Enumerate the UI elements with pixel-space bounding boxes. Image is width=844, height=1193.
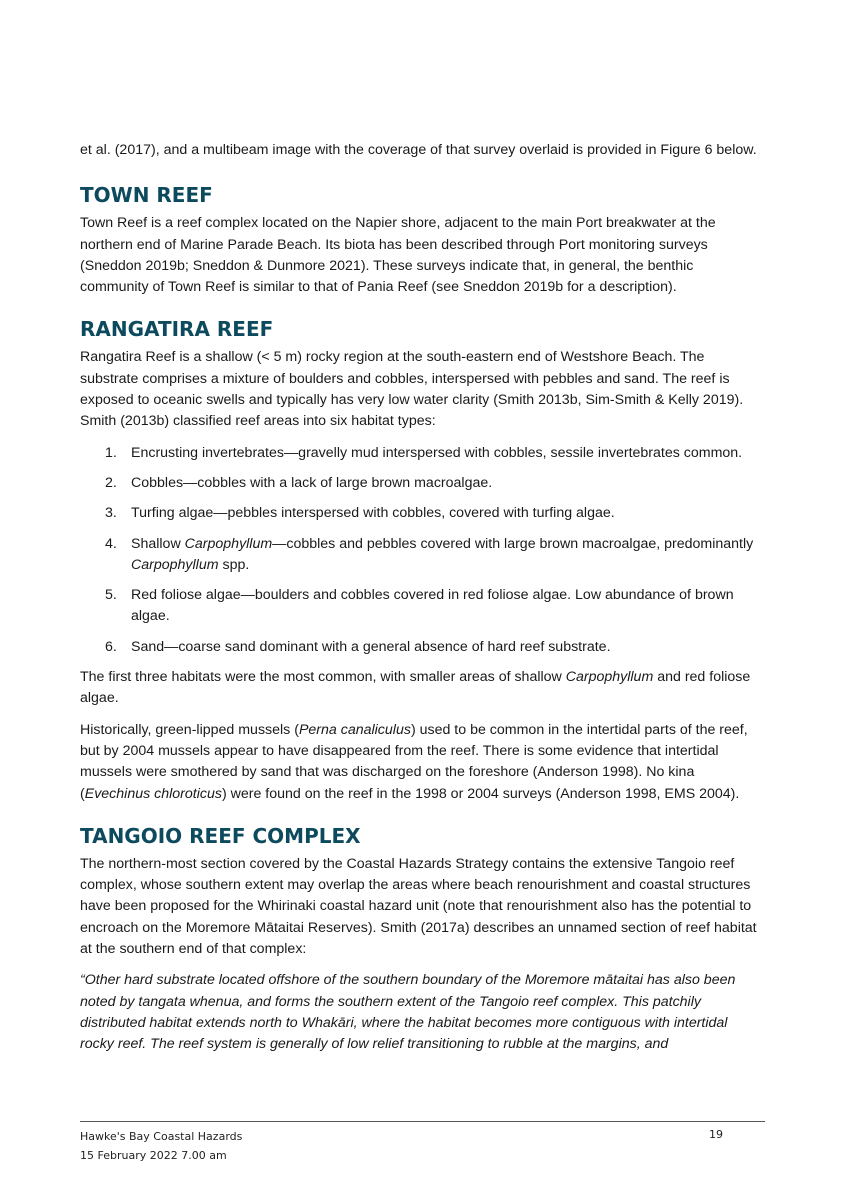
text-run: ) were found on the reef in the 1998 or 2004 surveys (Anderson 1998, EMS 2004).: [221, 785, 740, 802]
list-item: [80, 637, 765, 658]
text-run: Historically, green-lipped mussels (: [80, 721, 299, 738]
list-number: 4.: [105, 535, 117, 552]
footer-date: 15 February 2022 7.00 am: [80, 1149, 227, 1162]
list-number: 3.: [105, 505, 117, 522]
species-name: Carpophyllum: [565, 669, 654, 686]
list-text-mid: —cobbles and pebbles covered with large brown macroalgae, predominantly: [272, 535, 754, 552]
text-run: and red foliose algae.: [80, 669, 751, 707]
list-item: [80, 473, 765, 494]
species-name: Carpophyllum: [131, 556, 219, 573]
rangatira-reef-paragraph: Rangatira Reef is a shallow (< 5 m) rocky region at the south-eastern end of Westshore Beach. The substrate comprises a mixture of boulders and cobbles, interspersed with pebbles and sand. The reef is exposed to oceanic swells and typically has very low water clarity (Smith 2013b, Sim-Smith & Kelly 2019). Smith (2013b) classified reef areas into six habitat types:: [80, 349, 744, 430]
heading-town-reef: TOWN REEF: [80, 183, 213, 208]
list-item: [80, 534, 765, 577]
list-number: 5.: [105, 587, 117, 604]
list-text-post: spp.: [218, 556, 250, 573]
document-body: [80, 140, 765, 1066]
list-number: 2.: [105, 474, 117, 491]
habitat-summary-paragraph: [80, 667, 765, 710]
list-text-pre: Shallow: [131, 535, 185, 552]
quote-paragraph: “Other hard substrate located offshore of the southern boundary of the Moremore mātaitai has also been noted by tangata whenua, and forms the southern extent of the Tangoio reef complex. This patchily distributed habitat extends north to Whakāri, where the habitat becomes more contiguous with intertidal rocky reef. The reef system is generally of low relief transitioning to rubble at the margins, and: [80, 972, 736, 1053]
list-item: [80, 443, 765, 464]
text-run: The first three habitats were the most common, with smaller areas of shallow: [80, 669, 566, 686]
list-number: 1.: [105, 444, 117, 461]
list-text: Sand—coarse sand dominant with a general absence of hard reef substrate.: [131, 638, 611, 655]
text-run: ) used to be common in the intertidal parts of the reef, but by 2004 mussels appear to have disappeared from the reef. There is some evidence that intertidal mussels were smothered by sand that was discharged on the foreshore (Anderson 1998). No kina (: [80, 721, 748, 802]
heading-tangoio-reef-complex: TANGOIO REEF COMPLEX: [80, 823, 361, 848]
list-text: Turfing algae—pebbles interspersed with cobbles, covered with turfing algae.: [131, 505, 615, 522]
heading-rangatira-reef: RANGATIRA REEF: [80, 317, 274, 342]
tangoio-paragraph: The northern-most section covered by the Coastal Hazards Strategy contains the extensive Tangoio reef complex, whose southern extent may overlap the areas where beach renourishment and coastal structures have been proposed for the Whirinaki coastal hazard unit (note that renourishment also has the potential to encroach on the Moremore Mātaitai Reserves). Smith (2017a) describes an unnamed section of reef habitat at the southern end of that complex:: [80, 855, 757, 958]
species-name: Perna canaliculus: [298, 721, 411, 738]
page-footer: [80, 1121, 765, 1165]
list-item: [80, 585, 765, 628]
list-number: 6.: [105, 638, 117, 655]
list-item: [80, 503, 765, 524]
list-text: Encrusting invertebrates—gravelly mud interspersed with cobbles, sessile invertebrates common.: [131, 444, 743, 461]
species-name: Carpophyllum: [184, 535, 273, 552]
footer-title: Hawke's Bay Coastal Hazards: [80, 1130, 243, 1143]
mussels-paragraph: [80, 720, 765, 805]
species-name: Evechinus chloroticus: [84, 785, 222, 802]
intro-paragraph: et al. (2017), and a multibeam image with the coverage of that survey overlaid is provided in Figure 6 below.: [80, 142, 757, 158]
list-text: Cobbles—cobbles with a lack of large brown macroalgae.: [131, 474, 493, 491]
list-text: Red foliose algae—boulders and cobbles covered in red foliose algae. Low abundance of brown algae.: [131, 587, 734, 625]
habitat-list: [80, 443, 765, 658]
page-number: 19: [709, 1128, 723, 1141]
town-reef-paragraph: Town Reef is a reef complex located on the Napier shore, adjacent to the main Port breakwater at the northern end of Marine Parade Beach. Its biota has been described through Port monitoring surveys (Sneddon 2019b; Sneddon & Dunmore 2021). These surveys indicate that, in general, the benthic community of Town Reef is similar to that of Pania Reef (see Sneddon 2019b for a description).: [80, 215, 716, 296]
